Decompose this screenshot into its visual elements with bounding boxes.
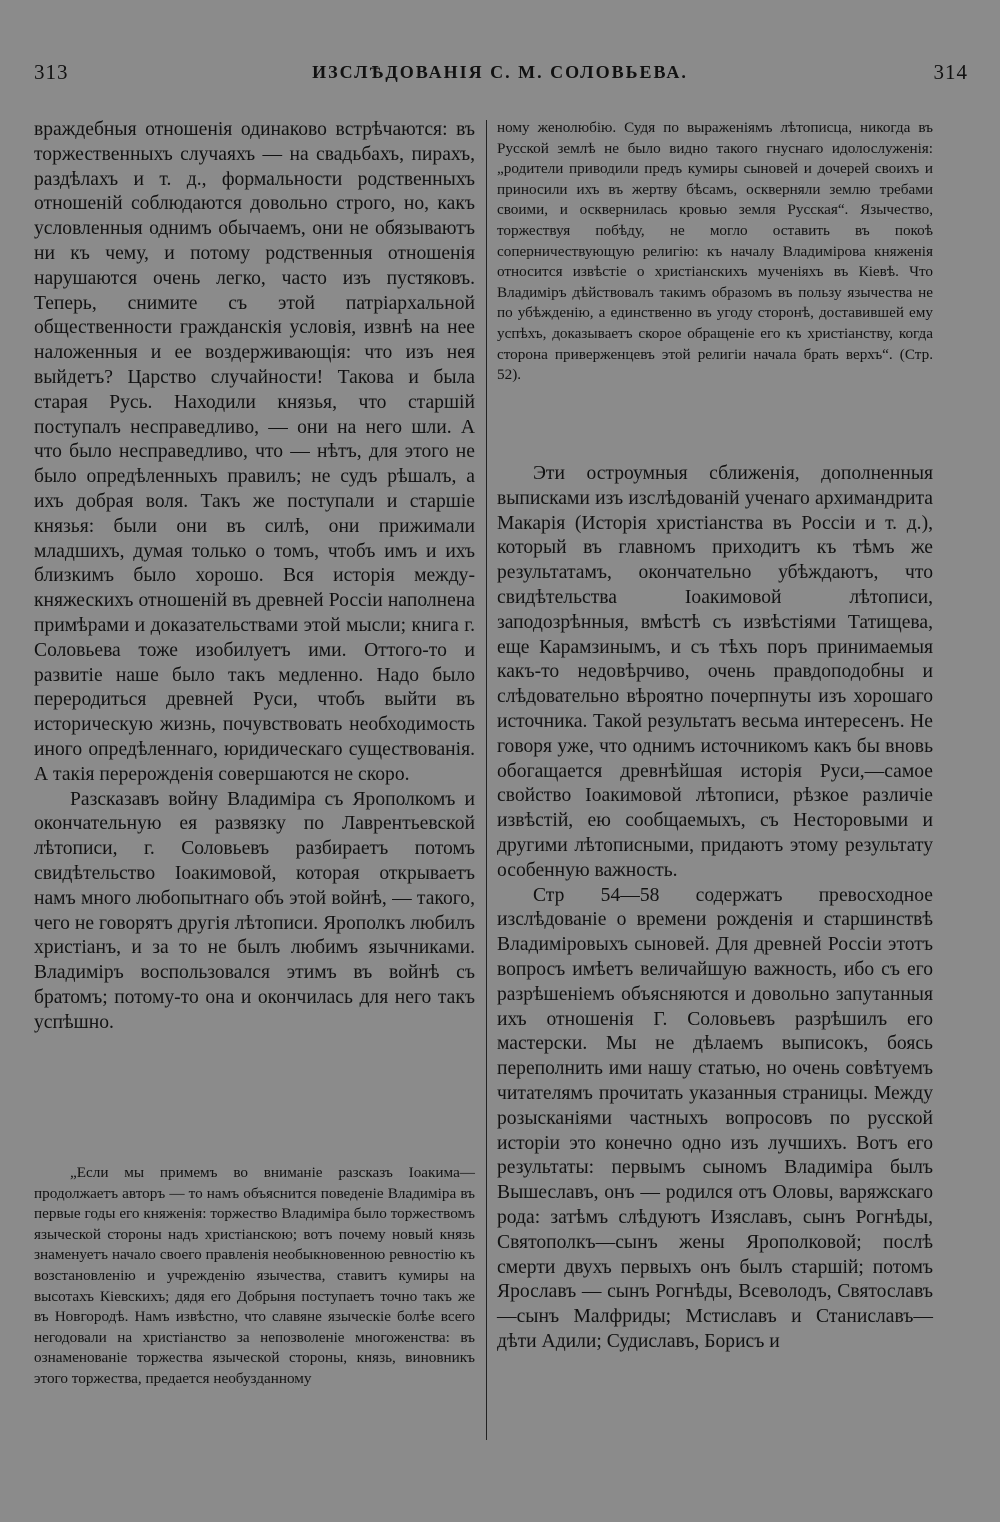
right-column-body [497,462,933,1355]
page-header [30,60,970,94]
right-paragraph-2: Стр 54—58 содержатъ превосходное изслѣдованіе о времени рожденія и старшинствѣ Владиміровыхъ сыновей. Для древней Россіи этотъ вопросъ имѣетъ величайшую важность, ибо съ его разрѣшеніемъ объясняются и довольно запутанныя ихъ отношенія Г. Соловьевъ разрѣшилъ его мастерски. Мы не дѣлаемъ выписокъ, боясь переполнить ими нашу статью, но очень совѣтуемъ читателямъ прочитать указанныя страницы. Между розысканіями частныхъ вопросовъ по русской исторіи это конечно одно изъ лучшихъ. Вотъ его результаты: первымъ сыномъ Владиміра былъ Вышеславъ, онъ — родился отъ Оловы, варяжскаго рода: затѣмъ слѣдуютъ Изяславъ, сынъ Рогнѣды, Святополкъ—сынъ жены Ярополковой; послѣ смерти двухъ первыхъ онъ былъ старшій; потомъ Ярославъ — сынъ Рогнѣды, Всеволодъ, Святославъ—сынъ Малфриды; Мстиславъ и Станиславъ—дѣти Адили; Судиславъ, Борисъ и [497,884,933,1352]
right-paragraph-1: Эти остроумныя сближенія, дополненныя выписками изъ изслѣдованій ученаго архимандрита Макарія (Исторія христіанства въ Россіи и т. д.), который въ главномъ приходитъ къ тѣмъ же результатамъ, окончательно убѣждаютъ, что свидѣтельства Іоакимовой лѣтописи, заподозрѣнныя, вмѣстѣ съ извѣстіями Татищева, еще Карамзинымъ, и съ тѣхъ поръ принимаемыя какъ-то недовѣрчиво, очень правдоподобны и слѣдовательно вѣроятно почерпнуты изъ хорошаго источника. Такой результатъ весьма интересенъ. Не говоря уже, что однимъ источникомъ какъ бы вновь обогащается древнѣйшая исторія Руси,—самое свойство Іоакимовой лѣтописи, рѣзкое различіе извѣстій, ею сообщаемыхъ, съ Несторовыми и другими лѣтописными, придаютъ этому результату особенную важность. [497,463,933,881]
right-quote-continuation: ному женолюбію. Судя по выраженіямъ лѣтописца, никогда въ Русской землѣ не было видно такого гнуснаго идолослуженія: „родители приводили предъ кумиры сыновей и дочерей своихъ и приносили ихъ въ жертву бѣсамъ, оскверняли землю требами своими, и осквернилась кровью земля Русская“. Язычество, торжествуя побѣду, не могло оставить въ покоѣ соперничествующую религію: къ началу Владимірова княженія относится извѣстіе о христіанскихъ мученіяхъ въ Кіевѣ. Что Владиміръ дѣйствовалъ такимъ образомъ въ пользу язычества не по убѣжденію, а единственно въ угоду сторонѣ, доставившей ему успѣхъ, доказываетъ скорое обращеніе его къ христіанству, когда сторона приверженцевъ этой религіи начала брать верхъ“. (Стр. 52). [497,119,933,384]
page-number-left: 313 [34,60,69,84]
left-quote: „Если мы примемъ во вниманіе разсказъ Іоакима—продолжаетъ авторъ — то намъ объяснится поведеніе Владиміра въ первые годы его княженія: торжество Владиміра было торжествомъ языческой стороны надъ христіанскою; вотъ почему новый князь знаменуетъ начало своего правленія необыкновенною ревностію къ возстановленію и учрежденію язычества, ставитъ кумиры на высотахъ Кіевскихъ; дядя его Добрыня поступаетъ точно такъ же въ Новгородѣ. Намъ извѣстно, что славяне языческіе болѣе всего негодовали на христіанство за непозволеніе многоженства: въ ознаменованіе торжества языческой стороны, князь, виновникъ этого торжества, предается необузданному [34,1164,475,1387]
running-title: ИЗСЛѢДОВАНІЯ С. М. СОЛОВЬЕВА. [312,62,688,82]
right-quote-block [497,118,933,386]
left-paragraph-1: враждебныя отношенія одинаково встрѣчаются: въ торжественныхъ случаяхъ — на свадьбахъ, пирахъ, раздѣлахъ и т. д., формальности родственныхъ отношеній соблюдаются довольно строго, но, какъ условленныя однимъ обычаемъ, они не обязываютъ ни къ чему, и потому родственныя отношенія нарушаются очень легко, часто изъ пустяковъ. Теперь, снимите съ этой патріархальной общественности гражданскія условія, извнѣ на нее наложенныя и ее воздерживающія: что изъ нея выйдетъ? Царство случайности! Такова и была старая Русь. Находили князья, что старшій поступалъ несправедливо, — они на него шли. А что было несправедливо, что — нѣтъ, для этого не было опредѣленныхъ правилъ; не судъ рѣшалъ, а ихъ добрая воля. Такъ же поступали и старшіе князья: были они въ силѣ, они прижимали младшихъ, думая только о томъ, чтобъ имъ и ихъ близкимъ было хорошо. Вся исторія между-княжескихъ отношеній въ древней Россіи наполнена примѣрами и доказательствами этой мысли; книга г. Соловьева тоже изобилуетъ ими. Оттого-то и развитіе наше было такъ медленно. Надо было переродиться древней Руси, чтобъ выйти въ историческую жизнь, почувствовать необходимость иного опредѣленнаго, юридическаго существованія. А такія перерожденія совершаются не скоро. [34,119,475,785]
page-number-right: 314 [933,60,968,84]
column-divider [486,120,487,1440]
left-quote-block [34,1163,475,1390]
left-column [34,118,475,1035]
left-paragraph-2: Разсказавъ войну Владиміра съ Ярополкомъ и окончательную ея развязку по Лаврентьевской лѣтописи, г. Соловьевъ разбираетъ потомъ свидѣтельство Іоакимовой, которая открываетъ намъ много любопытнаго объ этой войнѣ, — такого, чего не говорятъ другія лѣтописи. Ярополкъ любилъ христіанъ, и за то не былъ любимъ язычниками. Владиміръ воспользовался этимъ въ войнѣ съ братомъ; потому-то она и окончилась для него такъ успѣшно. [34,788,475,1033]
